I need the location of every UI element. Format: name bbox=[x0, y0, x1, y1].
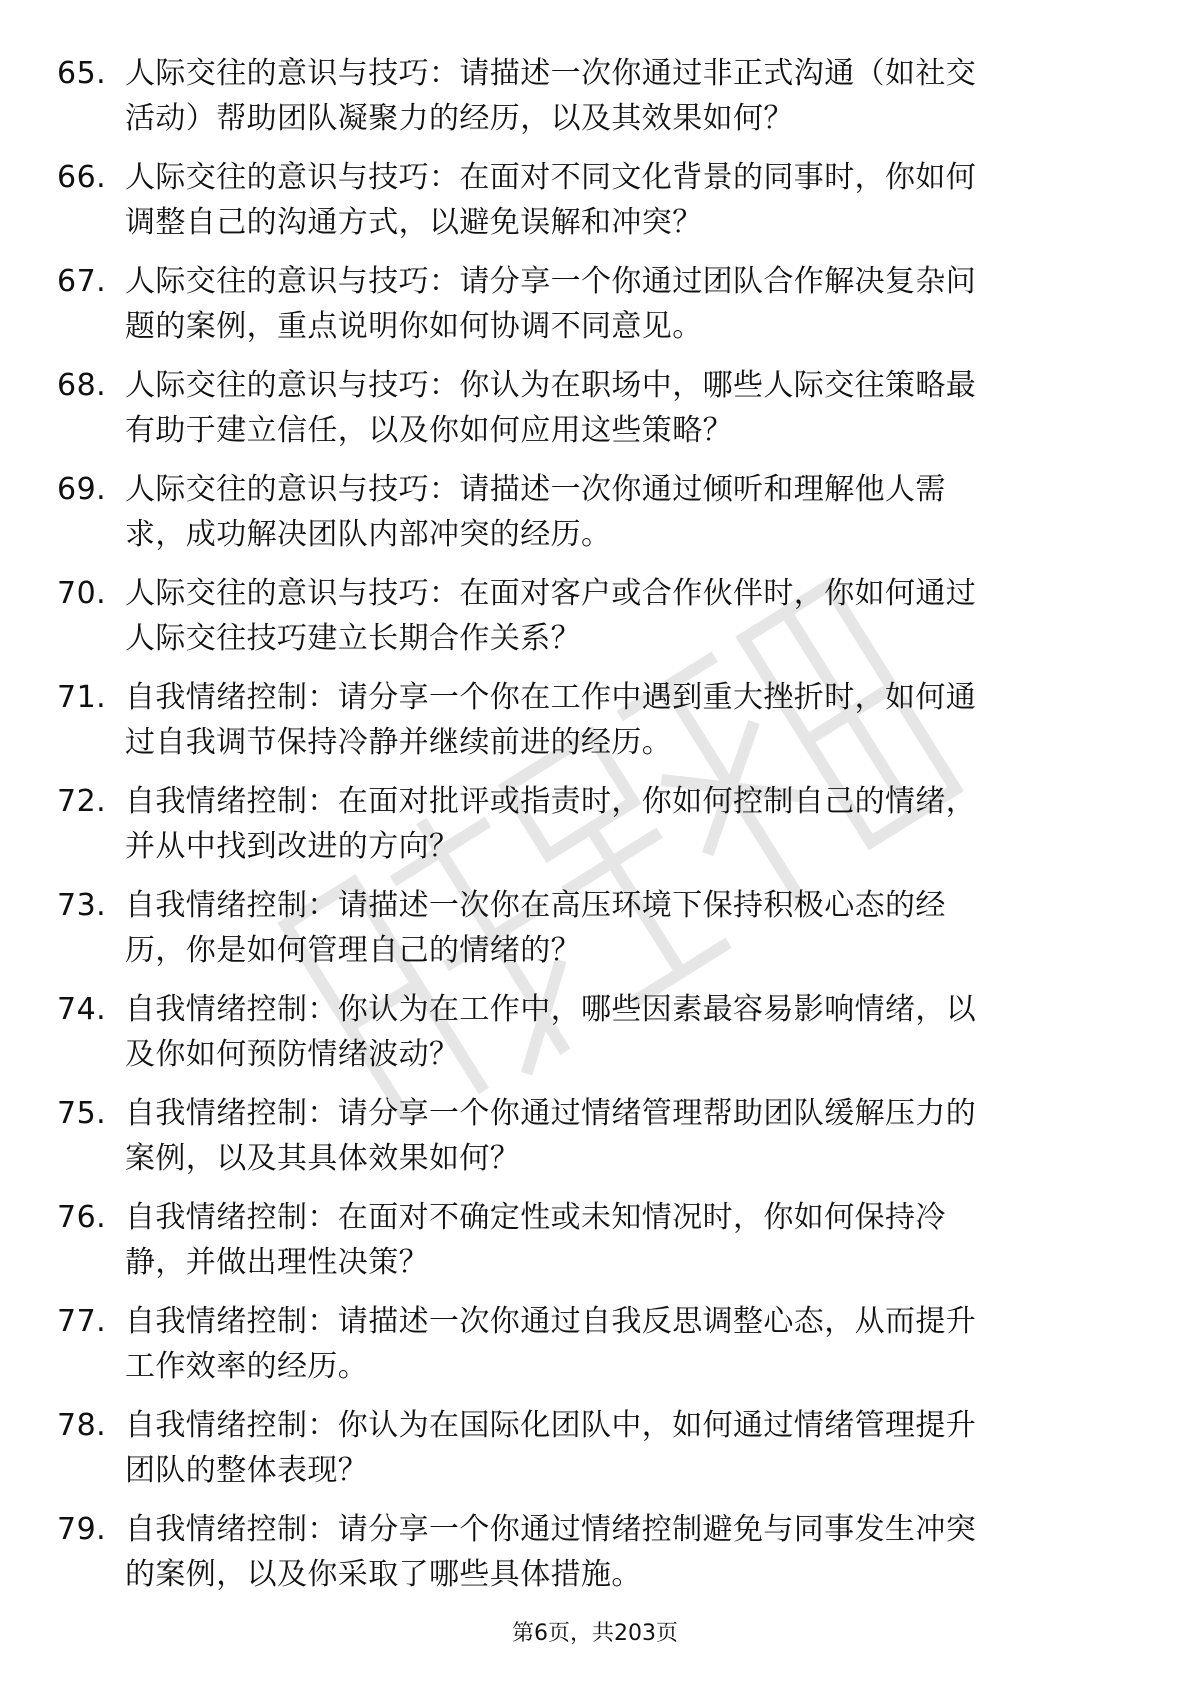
page-footer: 第6页，共203页 bbox=[512, 1621, 678, 1646]
question-item bbox=[0, 155, 1190, 259]
question-item bbox=[0, 1403, 1190, 1507]
question-number: 70. bbox=[57, 576, 107, 611]
question-item bbox=[0, 675, 1190, 779]
question-line: 人际交往的意识与技巧：请描述一次你通过倾听和理解他人需 bbox=[125, 472, 946, 507]
question-number: 68. bbox=[57, 368, 107, 403]
question-number: 77. bbox=[57, 1304, 107, 1339]
question-line: 人际交往技巧建立长期合作关系？ bbox=[125, 621, 581, 656]
question-line: 自我情绪控制：请分享一个你通过情绪控制避免与同事发生冲突 bbox=[125, 1512, 977, 1547]
question-number: 76. bbox=[57, 1200, 107, 1235]
question-line: 有助于建立信任，以及你如何应用这些策略？ bbox=[125, 413, 733, 448]
question-item bbox=[0, 1507, 1190, 1611]
question-number: 71. bbox=[57, 680, 107, 715]
question-list bbox=[0, 51, 1190, 1611]
question-number: 78. bbox=[57, 1408, 107, 1443]
question-line: 人际交往的意识与技巧：在面对不同文化背景的同事时，你如何 bbox=[125, 160, 977, 195]
question-line: 求，成功解决团队内部冲突的经历。 bbox=[125, 517, 612, 552]
question-line: 自我情绪控制：请分享一个你通过情绪管理帮助团队缓解压力的 bbox=[125, 1096, 977, 1131]
question-number: 72. bbox=[57, 784, 107, 819]
question-text bbox=[125, 883, 1115, 973]
question-item bbox=[0, 467, 1190, 571]
question-text bbox=[125, 1507, 1115, 1597]
question-line: 历，你是如何管理自己的情绪的？ bbox=[125, 933, 581, 968]
question-item bbox=[0, 883, 1190, 987]
question-line: 静，并做出理性决策？ bbox=[125, 1245, 429, 1280]
question-line: 工作效率的经历。 bbox=[125, 1349, 369, 1384]
question-number: 66. bbox=[57, 160, 107, 195]
question-number: 73. bbox=[57, 888, 107, 923]
question-text bbox=[125, 1091, 1115, 1181]
question-item bbox=[0, 363, 1190, 467]
question-line: 自我情绪控制：请描述一次你在高压环境下保持积极心态的经 bbox=[125, 888, 946, 923]
question-line: 自我情绪控制：请分享一个你在工作中遇到重大挫折时，如何通 bbox=[125, 680, 977, 715]
question-line: 案例，以及其具体效果如何？ bbox=[125, 1141, 521, 1176]
question-item bbox=[0, 1091, 1190, 1195]
question-text bbox=[125, 779, 1115, 869]
question-line: 过自我调节保持冷静并继续前进的经历。 bbox=[125, 725, 673, 760]
question-line: 题的案例，重点说明你如何协调不同意见。 bbox=[125, 309, 703, 344]
question-text bbox=[125, 571, 1115, 661]
question-number: 79. bbox=[57, 1512, 107, 1547]
question-line: 人际交往的意识与技巧：请描述一次你通过非正式沟通（如社交 bbox=[125, 56, 977, 91]
question-item bbox=[0, 779, 1190, 883]
question-line: 人际交往的意识与技巧：请分享一个你通过团队合作解决复杂问 bbox=[125, 264, 977, 299]
question-number: 67. bbox=[57, 264, 107, 299]
question-text bbox=[125, 1403, 1115, 1493]
question-number: 75. bbox=[57, 1096, 107, 1131]
question-text bbox=[125, 675, 1115, 765]
question-line: 自我情绪控制：你认为在工作中，哪些因素最容易影响情绪，以 bbox=[125, 992, 977, 1027]
question-text bbox=[125, 363, 1115, 453]
question-text bbox=[125, 1299, 1115, 1389]
question-line: 自我情绪控制：你认为在国际化团队中，如何通过情绪管理提升 bbox=[125, 1408, 977, 1443]
question-line: 自我情绪控制：在面对批评或指责时，你如何控制自己的情绪， bbox=[125, 784, 977, 819]
question-item bbox=[0, 987, 1190, 1091]
question-text bbox=[125, 155, 1115, 245]
question-line: 并从中找到改进的方向？ bbox=[125, 829, 460, 864]
question-item bbox=[0, 259, 1190, 363]
question-line: 自我情绪控制：请描述一次你通过自我反思调整心态，从而提升 bbox=[125, 1304, 977, 1339]
question-number: 65. bbox=[57, 56, 107, 91]
question-text bbox=[125, 467, 1115, 557]
question-line: 及你如何预防情绪波动？ bbox=[125, 1037, 460, 1072]
question-text bbox=[125, 1195, 1115, 1285]
question-number: 69. bbox=[57, 472, 107, 507]
question-text bbox=[125, 259, 1115, 349]
question-text bbox=[125, 987, 1115, 1077]
question-line: 的案例，以及你采取了哪些具体措施。 bbox=[125, 1557, 642, 1592]
question-text bbox=[125, 51, 1115, 141]
question-line: 人际交往的意识与技巧：在面对客户或合作伙伴时，你如何通过 bbox=[125, 576, 977, 611]
question-line: 自我情绪控制：在面对不确定性或未知情况时，你如何保持冷 bbox=[125, 1200, 946, 1235]
question-item bbox=[0, 1299, 1190, 1403]
question-item bbox=[0, 51, 1190, 155]
question-line: 活动）帮助团队凝聚力的经历，以及其效果如何？ bbox=[125, 101, 794, 136]
question-line: 人际交往的意识与技巧：你认为在职场中，哪些人际交往策略最 bbox=[125, 368, 977, 403]
question-number: 74. bbox=[57, 992, 107, 1027]
question-line: 团队的整体表现？ bbox=[125, 1453, 369, 1488]
question-item bbox=[0, 1195, 1190, 1299]
question-item bbox=[0, 571, 1190, 675]
question-line: 调整自己的沟通方式，以避免误解和冲突？ bbox=[125, 205, 703, 240]
